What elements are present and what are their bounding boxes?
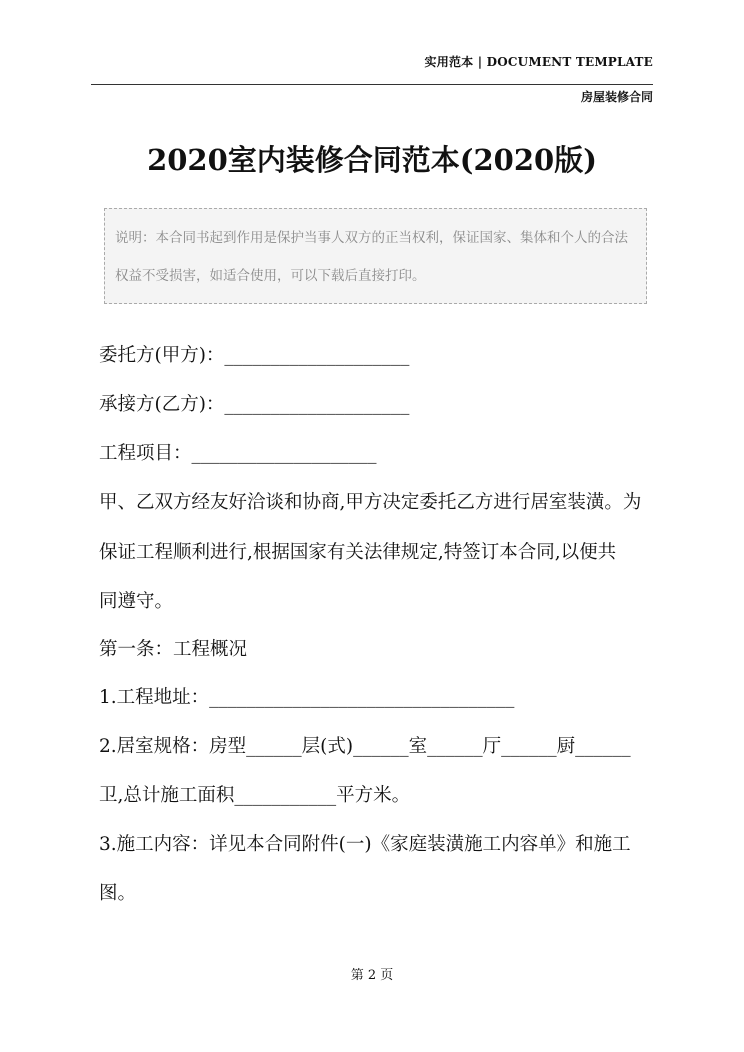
note-box: 说明：本合同书起到作用是保护当事人双方的正当权利，保证国家、集体和个人的合法权益不受损害，如适合使用，可以下载后直接打印。 [104,208,647,304]
header-top-label: 实用范本 | DOCUMENT TEMPLATE [424,55,653,69]
paragraph-line-1: 甲、乙双方经友好洽谈和协商,甲方决定委托乙方进行居室装潢。为 [99,492,642,513]
paragraph-line-3: 同遵守。 [99,591,174,612]
client-party-line: 委托方(甲方)：____________________ [99,345,410,366]
item-2-spec-line-1: 2.居室规格：房型______层(式)______室______厅______厨______ [99,736,631,757]
project-line: 工程项目：____________________ [99,443,377,464]
paragraph-line-2: 保证工程顺利进行,根据国家有关法律规定,特签订本合同,以便共 [99,542,617,563]
item-2-spec-line-2: 卫,总计施工面积___________平方米。 [99,785,411,806]
item-3-content-line-2: 图。 [99,883,137,904]
header-rule [91,84,653,85]
header-sub-label: 房屋装修合同 [580,90,653,104]
item-1-address: 1.工程地址：_________________________________ [99,687,515,708]
page-number: 第 2 页 [350,968,394,983]
item-3-content-line-1: 3.施工内容：详见本合同附件(一)《家庭装潢施工内容单》和施工 [99,834,631,855]
article-one-heading: 第一条：工程概况 [99,639,248,660]
contractor-party-line: 承接方(乙方)：____________________ [99,394,410,415]
document-title: 2020室内装修合同范本(2020版) [147,143,597,177]
